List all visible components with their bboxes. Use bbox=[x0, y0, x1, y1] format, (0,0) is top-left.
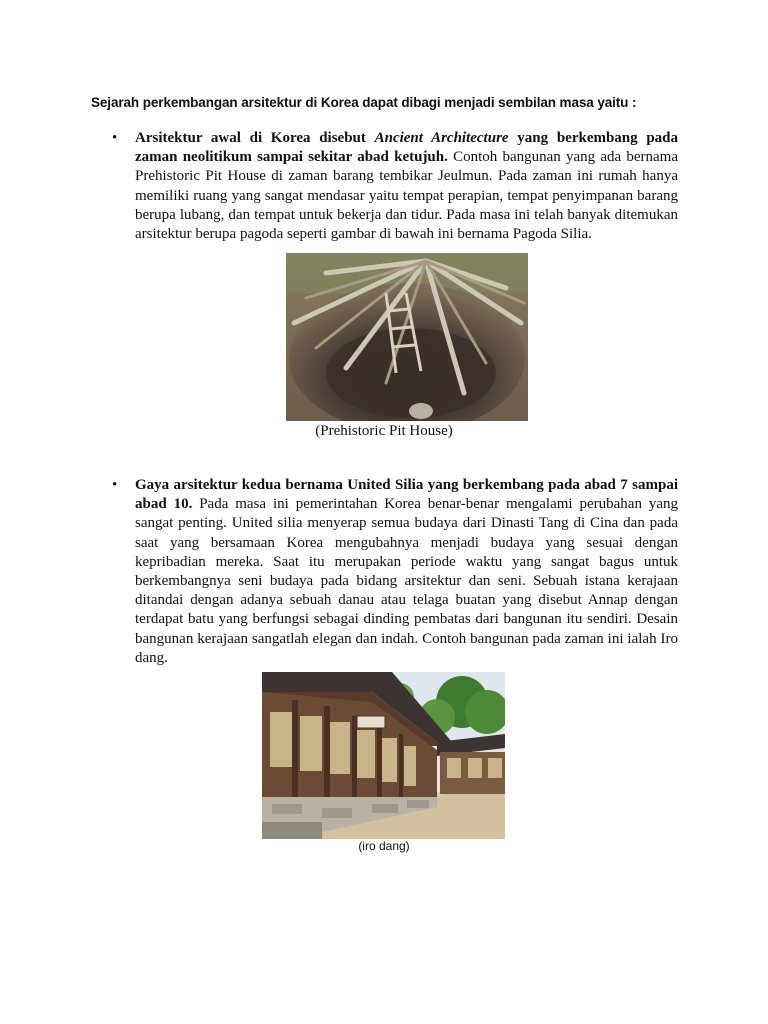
body-text: Pada masa ini pemerintahan Korea benar-benar mengalami perubahan yang sangat penting. United silia menyerap semua budaya dari Dinasti Tang di Cina dan pada saat yang bersamaan Korea mengubahnya menjadi budaya yang sesuai dengan kepribadian mereka. Saat itu merupakan periode waktu yang sangat bagus untuk berkembangnya seni budaya pada bidang arsitektur dan seni. Sebuah istana kerajaan ditandai dengan adanya sebuah danau atau telaga buatan yang disebut Annap dengan terdapat batu yang berfungsi sebagai dinding pembatas dari bangunan itu sendiri. Desain bangunan kerajaan sangatlah elegan dan indah. Contoh bangunan pada zaman ini ialah Iro dang. bbox=[135, 496, 679, 666]
section-heading: Sejarah perkembangan arsitektur di Korea dapat dibagi menjadi sembilan masa yaitu : bbox=[91, 95, 637, 110]
bold-intro: Arsitektur awal di Korea disebut bbox=[135, 130, 366, 146]
bullet-icon: • bbox=[112, 130, 118, 146]
figure-caption: (iro dang) bbox=[358, 839, 410, 853]
iro-dang-photo bbox=[262, 672, 505, 839]
body-text: Contoh bangunan yang ada bernama Prehistoric Pit House di zaman barang tembikar Jeulmun. Pada zaman ini rumah hanya memiliki ruang yang sangat mendasar yaitu tempat perapian, tempat penyimpanan barang berupa lubang, dan tempat untuk bekerja dan tidur. Pada masa ini telah banyak ditemukan arsitektur berupa pagoda seperti gambar di bawah ini bernama Pagoda Silia. bbox=[135, 149, 678, 243]
bold-intro-continued: yang berkembang pada zaman neolitikum sampai sekitar abad ketujuh. bbox=[135, 130, 679, 166]
bullet-icon: • bbox=[112, 477, 118, 493]
pit-house-photo bbox=[286, 253, 528, 421]
figure-caption: (Prehistoric Pit House) bbox=[315, 423, 453, 439]
list-item-text bbox=[135, 476, 678, 668]
list-item-text bbox=[135, 129, 678, 244]
italic-term: Ancient Architecture bbox=[374, 130, 509, 146]
bold-intro: Gaya arsitektur kedua bernama United Silia yang berkembang pada abad 7 sampai abad 10. bbox=[135, 477, 678, 513]
